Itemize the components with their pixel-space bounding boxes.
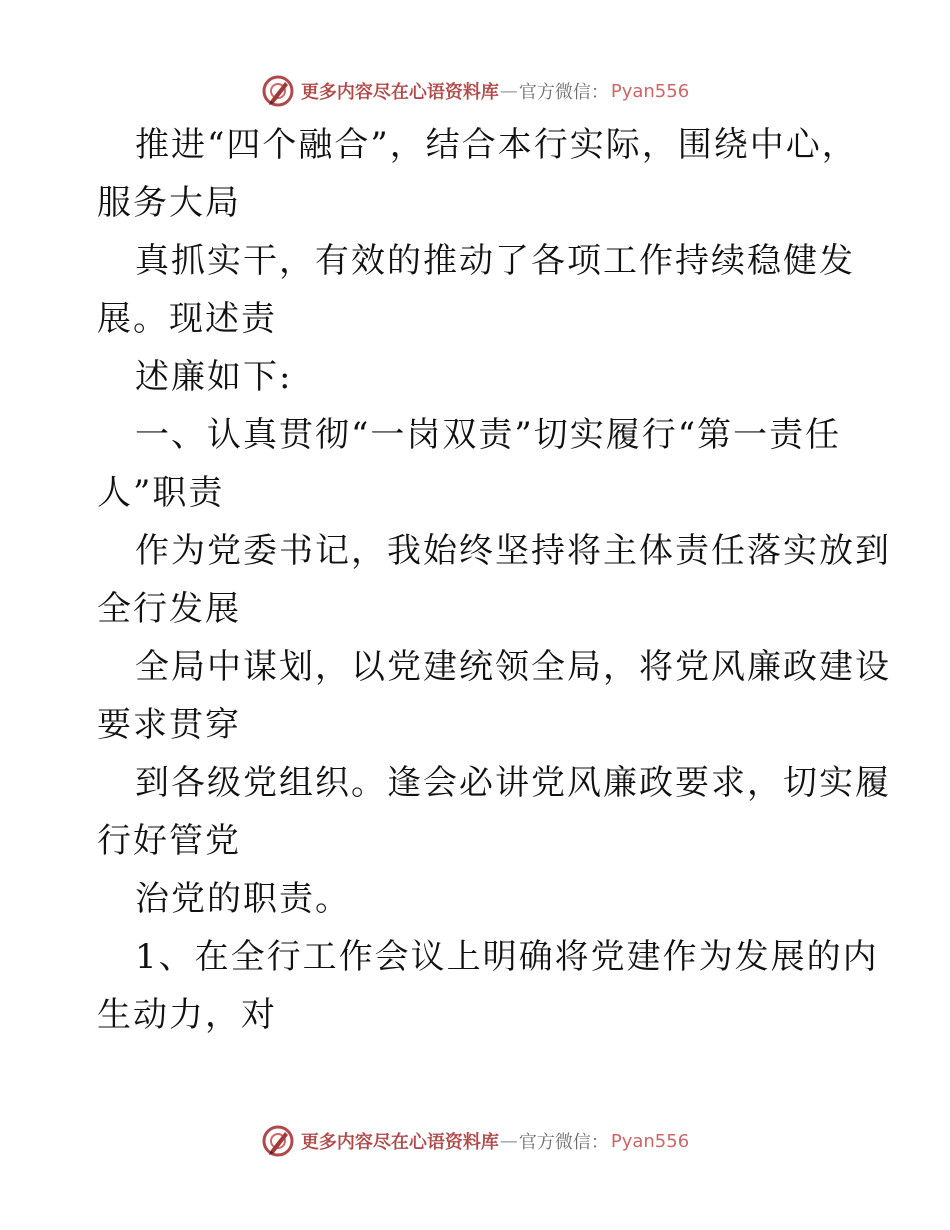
- watermark-text: [301, 1128, 689, 1154]
- watermark-site-name: 更多内容尽在心语资料库: [300, 82, 499, 103]
- text-line: 展。现述责: [97, 299, 277, 339]
- pen-logo-icon: [261, 1124, 295, 1158]
- text-line: 人”职责: [97, 473, 225, 513]
- header-watermark: [0, 71, 950, 111]
- text-line: 全局中谋划，以党建统领全局，将党风廉政建设: [135, 647, 891, 687]
- watermark-wechat-label: 官方微信：: [518, 82, 609, 103]
- watermark-dash: —: [499, 80, 518, 102]
- text-line: 服务大局: [97, 183, 241, 223]
- watermark-site-name: 更多内容尽在心语资料库: [300, 1132, 499, 1153]
- watermark-dash: —: [499, 1130, 518, 1152]
- pen-logo-icon: [261, 74, 295, 108]
- text-line: 生动力，对: [97, 995, 277, 1035]
- text-line: 述廉如下:: [135, 357, 293, 397]
- text-line: 推进“四个融合”，结合本行实际，围绕中心，: [135, 125, 858, 165]
- footer-watermark: [0, 1121, 950, 1161]
- watermark-text: [301, 78, 689, 104]
- text-line: 要求贯穿: [97, 705, 241, 745]
- text-line: 一、认真贯彻“一岗双责”切实履行“第一责任: [135, 415, 842, 455]
- text-line: 全行发展: [97, 589, 241, 629]
- text-line: 治党的职责。: [135, 879, 351, 919]
- watermark-wechat-label: 官方微信：: [518, 1132, 609, 1153]
- text-line: 行好管党: [97, 821, 241, 861]
- text-line: 1、在全行工作会议上明确将党建作为发展的内: [135, 937, 879, 977]
- text-line: 作为党委书记，我始终坚持将主体责任落实放到: [135, 531, 891, 571]
- document-body: [97, 116, 891, 1044]
- text-line: 到各级党组织。逢会必讲党风廉政要求，切实履: [135, 763, 891, 803]
- watermark-wechat-id: Pyan556: [610, 1130, 690, 1152]
- text-line: 真抓实干，有效的推动了各项工作持续稳健发: [135, 241, 855, 281]
- watermark-wechat-id: Pyan556: [610, 80, 690, 102]
